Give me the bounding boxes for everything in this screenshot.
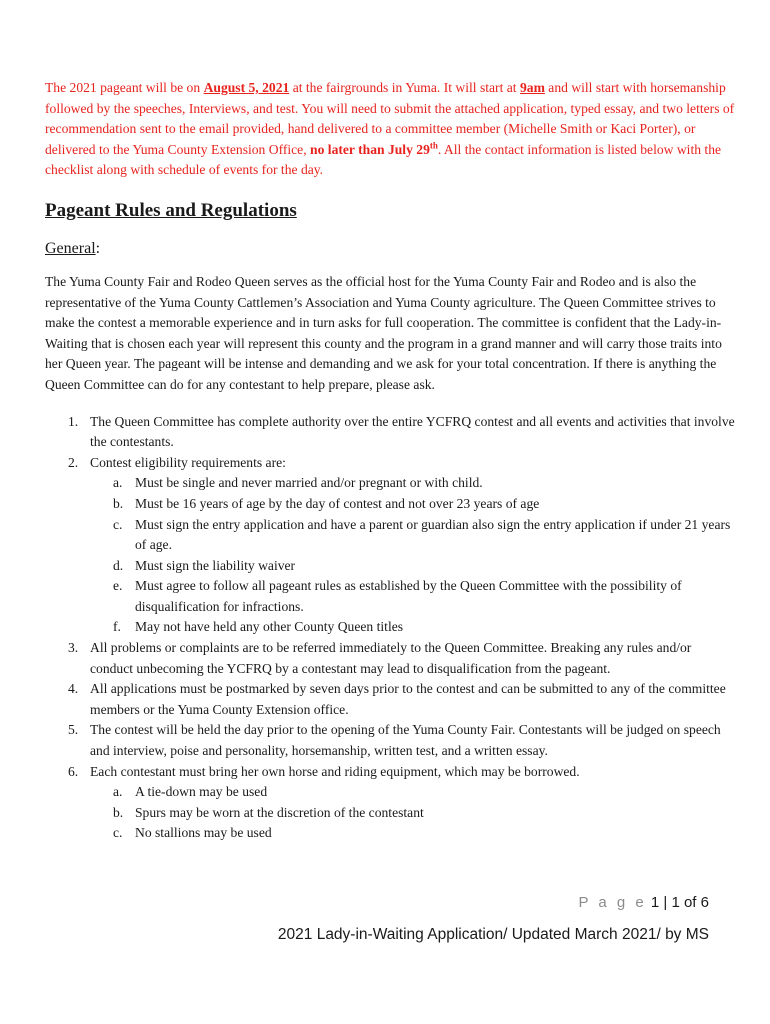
intro-text-2: at the fairgrounds in Yuma. It will start at [289,80,520,95]
equipment-list [90,782,735,844]
rule-text: Contest eligibility requirements are: [90,454,286,470]
item-letter: c. [113,516,123,532]
intro-paragraph [45,78,735,181]
rule-number: 4. [68,681,79,697]
rule-number: 6. [68,763,79,779]
item-letter: b. [113,804,124,820]
rule-item [45,412,735,453]
eligibility-item [90,576,735,617]
rule-item [45,453,735,638]
submission-deadline: no later than July 29 [310,141,430,157]
deadline-suffix: th [429,140,438,151]
item-text: Spurs may be worn at the discretion of the contestant [135,804,424,820]
page-count: 1 | 1 of 6 [646,894,709,911]
item-text: No stallions may be used [135,825,272,841]
item-letter: c. [113,825,123,841]
item-text: Must be 16 years of age by the day of contest and not over 23 years of age [135,495,540,511]
rule-text: The contest will be held the day prior to the opening of the Yuma County Fair. Contestants will be judged on speech and interview, poise and personality, horsemanship, written test, and a written essay. [90,722,721,759]
rule-text: Each contestant must bring her own horse and riding equipment, which may be borrowed. [90,763,580,779]
rule-item [45,638,735,679]
item-letter: b. [113,495,124,511]
item-letter: d. [113,557,124,573]
intro-text-1: The 2021 pageant will be on [45,80,204,95]
page-number [578,894,709,911]
item-letter: a. [113,784,123,800]
eligibility-item [90,617,735,638]
footer-note: 2021 Lady-in-Waiting Application/ Updated March 2021/ by MS [277,926,709,943]
eligibility-item [90,473,735,494]
eligibility-item [90,494,735,515]
general-subheading [45,238,735,260]
rule-text: All applications must be postmarked by seven days prior to the contest and can be submitted to any of the committee members or the Yuma County Extension office. [90,681,726,717]
rule-item [45,679,735,720]
equipment-item [90,803,735,824]
document-page [45,78,735,844]
pageant-start-time: 9am [519,80,545,95]
page-label: P a g e [578,894,647,911]
item-text: Must sign the entry application and have a parent or guardian also sign the entry application if under 21 years of age. [135,516,731,553]
rule-item [45,762,735,844]
rule-text: The Queen Committee has complete authority over the entire YCFRQ contest and all events and activities that involve the contestants. [90,413,735,450]
item-text: Must sign the liability waiver [135,557,296,573]
intro-text-3: and will start with horsemanship followed by the speeches, Interviews, and test. You will need to submit the attached application, typed essay, and two letters of recommendation sent to the email provided, hand delivered to a committee member (Michelle Smith or Kaci Porter), or delivered to the Yuma County Extension Office, [45,80,735,157]
general-label: General [45,239,96,257]
pageant-date: August 5, 2021 [203,80,290,95]
intro-text-4: . All the contact information is listed below with the checklist along with schedule of events for the day. [45,141,722,178]
general-colon: : [95,239,101,257]
rule-item [45,720,735,761]
section-heading: Pageant Rules and Regulations [45,199,297,221]
rule-number: 1. [68,413,79,429]
general-paragraph: The Yuma County Fair and Rodeo Queen serves as the official host for the Yuma County Fair and Rodeo and is also the representative of the Yuma County Cattlemen’s Association and Yuma County agriculture. The Queen Committee strives to make the contest a memorable experience and in turn asks for full cooperation. The committee is confident that the Lady-in-Waiting that is chosen each year will represent this county and the program in a grand manner and will carry those traits into her Queen year. The pageant will be intense and demanding and we ask for your total concentration. If there is anything the Queen Committee can do for any contestant to help prepare, please ask. [45,273,722,392]
equipment-item [90,823,735,844]
item-text: Must be single and never married and/or pregnant or with child. [135,475,483,491]
rules-list [45,412,735,844]
rule-number: 3. [68,640,79,656]
item-text: May not have held any other County Queen titles [135,619,404,635]
item-text: Must agree to follow all pageant rules as established by the Queen Committee with the possibility of disqualification for infractions. [135,578,682,614]
eligibility-list [90,473,735,638]
item-letter: e. [113,578,123,594]
rule-text: All problems or complaints are to be referred immediately to the Queen Committee. Breaking any rules and/or conduct unbecoming the YCFRQ by a contestant may lead to disqualification from the pageant. [90,640,692,676]
item-letter: f. [113,619,121,635]
item-text: A tie-down may be used [135,784,268,800]
equipment-item [90,782,735,803]
rule-number: 2. [68,454,79,470]
eligibility-item [90,515,735,556]
eligibility-item [90,556,735,577]
item-letter: a. [113,475,123,491]
rule-number: 5. [68,722,79,738]
